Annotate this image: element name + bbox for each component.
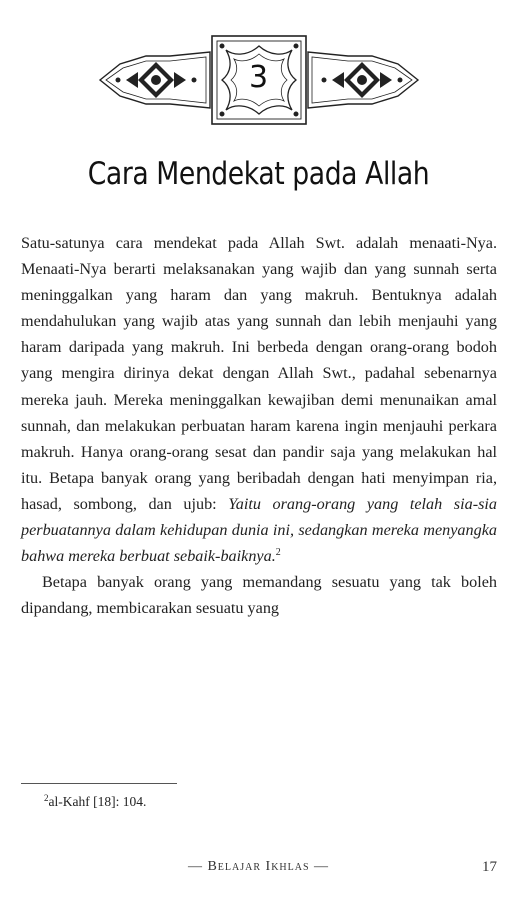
footnote-text: al-Kahf [18]: 104. (48, 794, 147, 809)
footnote-number: 2 (44, 793, 49, 803)
chapter-title: Cara Mendekat pada Allah (87, 156, 430, 192)
quran-quote: Yaitu orang-orang yang telah sia-sia perbuatannya dalam kehidupan dunia ini, sedangkan mereka menyangka bahwa mereka berbuat sebaik-baiknya. (21, 494, 497, 566)
running-footer-title: — Belajar Ikhlas — (187, 859, 330, 874)
footnote-marker: 2 (275, 547, 281, 559)
footnote-rule (21, 783, 177, 784)
body-text (21, 230, 497, 621)
paragraph-2: Betapa banyak orang yang memandang sesuatu yang tak boleh dipandang, membicarakan sesuatu yang (21, 573, 497, 618)
footnote (44, 793, 146, 811)
page-number: 17 (482, 859, 497, 875)
paragraph-1-text: Satu-satunya cara mendekat pada Allah Swt. adalah menaati-Nya. Menaati-Nya berarti melaksanakan yang wajib dan yang sunnah serta meninggalkan yang haram dan yang makruh. Bentuknya adalah mendahulukan yang wajib atas yang sunnah dan lebih menjauhi yang haram daripada yang makruh. Ini berbeda dengan orang-orang bodoh yang mengira dirinya dekat dengan Allah Swt., padahal sebenarnya mereka jauh. Mereka meninggalkan kewajiban demi menunaikan amal sunnah, dan melakukan perbuatan haram karena ingin menjauhi perkara makruh. Hanya orang-orang sesat dan pandir saja yang melakukan hal itu. Betapa banyak orang yang beribadah dengan hati menyimpan ria, hasad, sombong, dan ujub: (21, 234, 497, 513)
paragraph-1 (21, 230, 497, 569)
chapter-number: 3 (248, 60, 269, 95)
